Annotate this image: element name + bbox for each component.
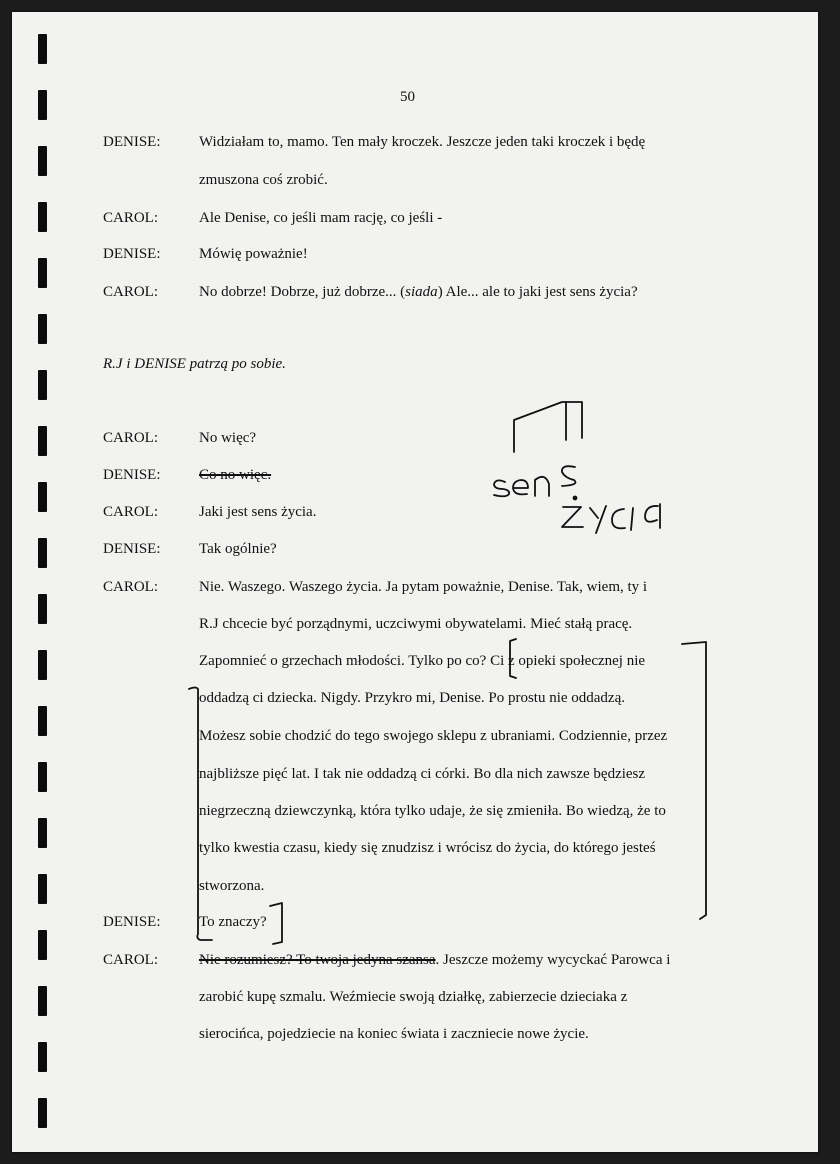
dialogue-line: Tak ogólnie? [199, 541, 277, 557]
dialogue-line: zmuszona coś zrobić. [199, 172, 328, 188]
dialogue-line: stworzona. [199, 878, 265, 894]
dialogue-line [199, 283, 638, 301]
speaker-label: CAROL: [103, 210, 159, 226]
binding-hole [38, 874, 47, 904]
dialogue-line: No więc? [199, 430, 257, 446]
binding-hole [38, 90, 47, 120]
binding-hole [38, 538, 47, 568]
dialogue-line: sierocińca, pojedziecie na koniec świata i zaczniecie nowe życie. [199, 1026, 589, 1042]
dialogue-line: Ale Denise, co jeśli mam rację, co jeśli - [199, 210, 443, 226]
binding-hole [38, 34, 47, 64]
binding-holes [38, 34, 50, 1164]
speaker-label: CAROL: [103, 284, 159, 300]
binding-hole [38, 1098, 47, 1128]
dialogue-line: tylko kwestia czasu, kiedy się znudzisz i wrócisz do życia, do którego jesteś [199, 840, 656, 856]
stage-direction: R.J i DENISE patrzą po sobie. [103, 356, 286, 372]
dialogue-line: najbliższe pięć lat. I tak nie oddadzą ci córki. Bo dla nich zawsze będziesz [199, 766, 646, 782]
line-segment: ) Ale... ale to jaki jest sens życia? [437, 284, 638, 300]
binding-hole [38, 650, 47, 680]
speaker-label: CAROL: [103, 504, 159, 520]
page-number: 50 [400, 89, 415, 105]
speaker-label: DENISE: [103, 134, 161, 150]
dialogue-line: oddadzą ci dziecka. Nigdy. Przykro mi, Denise. Po prostu nie oddadzą. [199, 690, 625, 706]
dialogue-line: Zapomnieć o grzechach młodości. Tylko po co? Ci z opieki społecznej nie [199, 653, 646, 669]
dialogue-line: Możesz sobie chodzić do tego swojego sklepu z ubraniami. Codziennie, przez [199, 728, 668, 744]
line-segment-italic: siada [405, 284, 438, 300]
dialogue-line: Widziałam to, mamo. Ten mały kroczek. Jeszcze jeden taki kroczek i będę [199, 134, 646, 150]
speaker-label: DENISE: [103, 246, 161, 262]
binding-hole [38, 1042, 47, 1072]
binding-hole [38, 370, 47, 400]
dialogue-line: Jaki jest sens życia. [199, 504, 317, 520]
handwritten-note: sens życia [0, 0, 5, 1]
dialogue-line: To znaczy? [199, 914, 267, 930]
dialogue-line: niegrzeczną dziewczynką, która tylko udaje, że się zmieniła. Bo wiedzą, że to [199, 803, 666, 819]
binding-hole [38, 202, 47, 232]
binding-hole [38, 258, 47, 288]
struck-line: Co no więc. [199, 467, 272, 483]
dialogue-line: R.J chcecie być porządnymi, uczciwymi obywatelami. Mieć stałą pracę. [199, 616, 633, 632]
binding-hole [38, 930, 47, 960]
binding-hole [38, 426, 47, 456]
binding-hole [38, 762, 47, 792]
binding-hole [38, 482, 47, 512]
binding-hole [38, 986, 47, 1016]
binding-hole [38, 594, 47, 624]
binding-hole [38, 146, 47, 176]
dialogue-line [199, 951, 670, 969]
speaker-label: DENISE: [103, 914, 161, 930]
binding-hole [38, 818, 47, 848]
dialogue-line: Nie. Waszego. Waszego życia. Ja pytam poważnie, Denise. Tak, wiem, ty i [199, 579, 648, 595]
binding-hole [38, 314, 47, 344]
dialogue-line: Mówię poważnie! [199, 246, 308, 262]
speaker-label: CAROL: [103, 952, 159, 968]
speaker-label: CAROL: [103, 430, 159, 446]
speaker-label: CAROL: [103, 579, 159, 595]
dialogue-line: zarobić kupę szmalu. Weźmiecie swoją działkę, zabierzecie dzieciaka z [199, 989, 628, 1005]
line-segment: . Jeszcze możemy wycyckać Parowca i [435, 952, 671, 968]
struck-segment: Nie rozumiesz? To twoja jedyna szansa [199, 952, 436, 968]
speaker-label: DENISE: [103, 467, 161, 483]
binding-hole [38, 706, 47, 736]
line-segment: No dobrze! Dobrze, już dobrze... ( [199, 284, 406, 300]
speaker-label: DENISE: [103, 541, 161, 557]
